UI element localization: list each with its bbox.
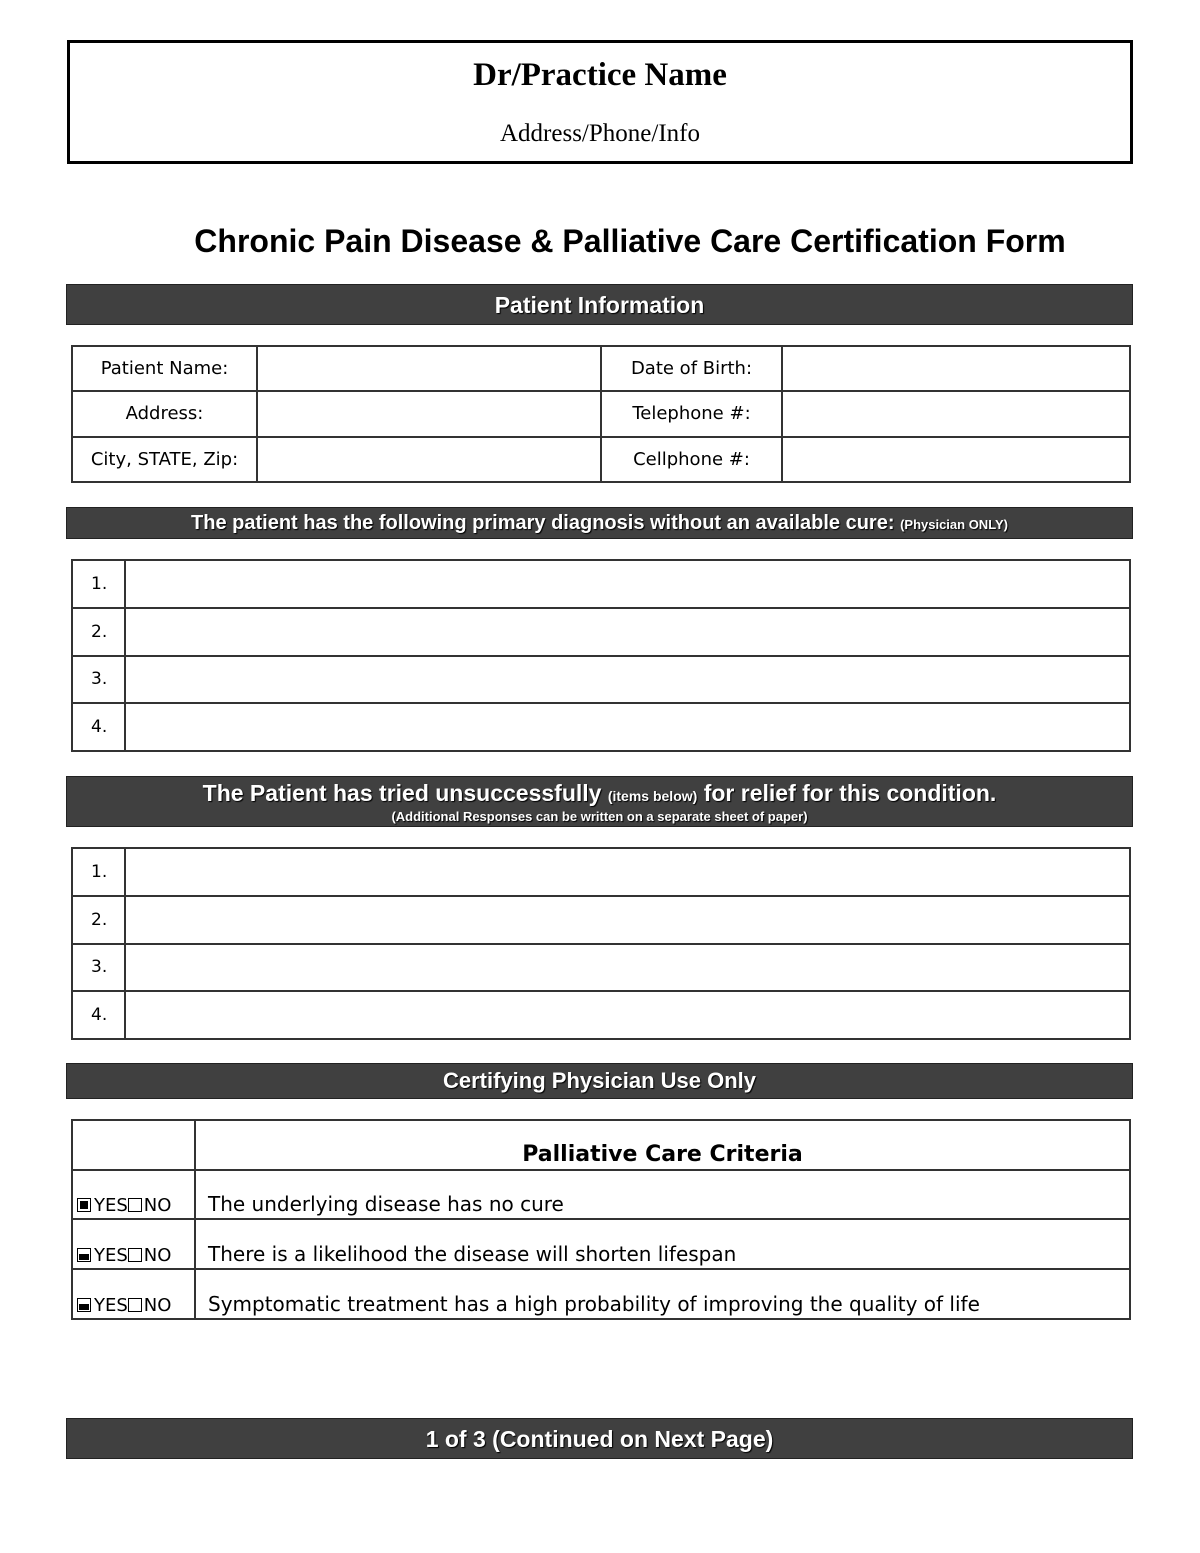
cellphone-field[interactable] bbox=[782, 437, 1130, 482]
page-footer-text: 1 of 3 (Continued on Next Page) bbox=[425, 1426, 774, 1452]
city-state-zip-field[interactable] bbox=[257, 437, 601, 482]
telephone-field[interactable] bbox=[782, 391, 1130, 436]
relief-table bbox=[71, 847, 1131, 1040]
diagnosis-heading bbox=[66, 507, 1133, 539]
yes-checkbox[interactable] bbox=[77, 1248, 91, 1262]
yes-label: YES bbox=[94, 1295, 128, 1316]
table-row bbox=[72, 391, 1130, 436]
physician-heading bbox=[66, 1063, 1133, 1099]
diagnosis-heading-text: The patient has the following primary diagnosis without an available cure: bbox=[191, 512, 895, 534]
relief-heading-small: (items below) bbox=[607, 788, 698, 804]
table-row bbox=[72, 346, 1130, 391]
no-label: NO bbox=[143, 1245, 172, 1266]
table-row bbox=[72, 1269, 1130, 1319]
criteria-header-blank bbox=[72, 1120, 195, 1170]
yes-checkbox[interactable] bbox=[77, 1298, 91, 1312]
city-state-zip-label: City, STATE, Zip: bbox=[72, 437, 257, 482]
table-row bbox=[72, 437, 1130, 482]
relief-field-1[interactable] bbox=[125, 848, 1130, 896]
table-row bbox=[72, 848, 1130, 896]
no-checkbox[interactable] bbox=[128, 1298, 142, 1312]
table-row bbox=[72, 1120, 1130, 1170]
table-row bbox=[72, 896, 1130, 944]
relief-field-3[interactable] bbox=[125, 944, 1130, 992]
row-number: 3. bbox=[72, 944, 125, 992]
relief-subheading: (Additional Responses can be written on a separate sheet of paper) bbox=[391, 809, 808, 824]
table-row bbox=[72, 560, 1130, 608]
page-footer bbox=[66, 1418, 1133, 1459]
row-number: 2. bbox=[72, 608, 125, 656]
date-of-birth-field[interactable] bbox=[782, 346, 1130, 391]
form-title: Chronic Pain Disease & Palliative Care Certification Form bbox=[194, 223, 1066, 259]
yes-checkbox[interactable] bbox=[77, 1198, 91, 1212]
patient-info-heading bbox=[66, 284, 1133, 325]
diagnosis-field-4[interactable] bbox=[125, 703, 1130, 751]
relief-field-2[interactable] bbox=[125, 896, 1130, 944]
criteria-text: Symptomatic treatment has a high probability of improving the quality of life bbox=[195, 1269, 1130, 1319]
table-row bbox=[72, 1170, 1130, 1219]
no-checkbox[interactable] bbox=[128, 1248, 142, 1262]
diagnosis-field-2[interactable] bbox=[125, 608, 1130, 656]
practice-info: Address/Phone/Info bbox=[500, 120, 700, 147]
patient-info-table bbox=[71, 345, 1131, 483]
physician-heading-text: Certifying Physician Use Only bbox=[443, 1068, 756, 1093]
yes-no-group bbox=[72, 1269, 195, 1319]
criteria-text: There is a likelihood the disease will shorten lifespan bbox=[195, 1219, 1130, 1269]
table-row bbox=[72, 1219, 1130, 1269]
diagnosis-heading-note: (Physician ONLY) bbox=[900, 517, 1008, 532]
table-row bbox=[72, 944, 1130, 992]
row-number: 4. bbox=[72, 703, 125, 751]
diagnosis-field-1[interactable] bbox=[125, 560, 1130, 608]
table-row bbox=[72, 991, 1130, 1039]
practice-header bbox=[67, 40, 1133, 164]
date-of-birth-label: Date of Birth: bbox=[601, 346, 782, 391]
yes-label: YES bbox=[94, 1195, 128, 1216]
row-number: 1. bbox=[72, 560, 125, 608]
row-number: 1. bbox=[72, 848, 125, 896]
practice-name: Dr/Practice Name bbox=[473, 57, 727, 93]
yes-no-group bbox=[72, 1170, 195, 1219]
table-row bbox=[72, 608, 1130, 656]
address-label: Address: bbox=[72, 391, 257, 436]
no-label: NO bbox=[143, 1295, 172, 1316]
relief-heading-part2: for relief for this condition. bbox=[703, 780, 997, 806]
criteria-table bbox=[71, 1119, 1131, 1320]
diagnosis-table bbox=[71, 559, 1131, 752]
patient-info-heading-text: Patient Information bbox=[494, 292, 705, 318]
yes-label: YES bbox=[94, 1245, 128, 1266]
table-row bbox=[72, 703, 1130, 751]
patient-name-field[interactable] bbox=[257, 346, 601, 391]
no-checkbox[interactable] bbox=[128, 1198, 142, 1212]
table-row bbox=[72, 656, 1130, 704]
row-number: 3. bbox=[72, 656, 125, 704]
relief-heading-part1: The Patient has tried unsuccessfully bbox=[202, 780, 602, 806]
address-field[interactable] bbox=[257, 391, 601, 436]
yes-no-group bbox=[72, 1219, 195, 1269]
criteria-text: The underlying disease has no cure bbox=[195, 1170, 1130, 1219]
relief-field-4[interactable] bbox=[125, 991, 1130, 1039]
relief-heading bbox=[66, 776, 1133, 827]
row-number: 4. bbox=[72, 991, 125, 1039]
telephone-label: Telephone #: bbox=[601, 391, 782, 436]
no-label: NO bbox=[143, 1195, 172, 1216]
criteria-heading: Palliative Care Criteria bbox=[195, 1120, 1130, 1170]
diagnosis-field-3[interactable] bbox=[125, 656, 1130, 704]
cellphone-label: Cellphone #: bbox=[601, 437, 782, 482]
patient-name-label: Patient Name: bbox=[72, 346, 257, 391]
row-number: 2. bbox=[72, 896, 125, 944]
